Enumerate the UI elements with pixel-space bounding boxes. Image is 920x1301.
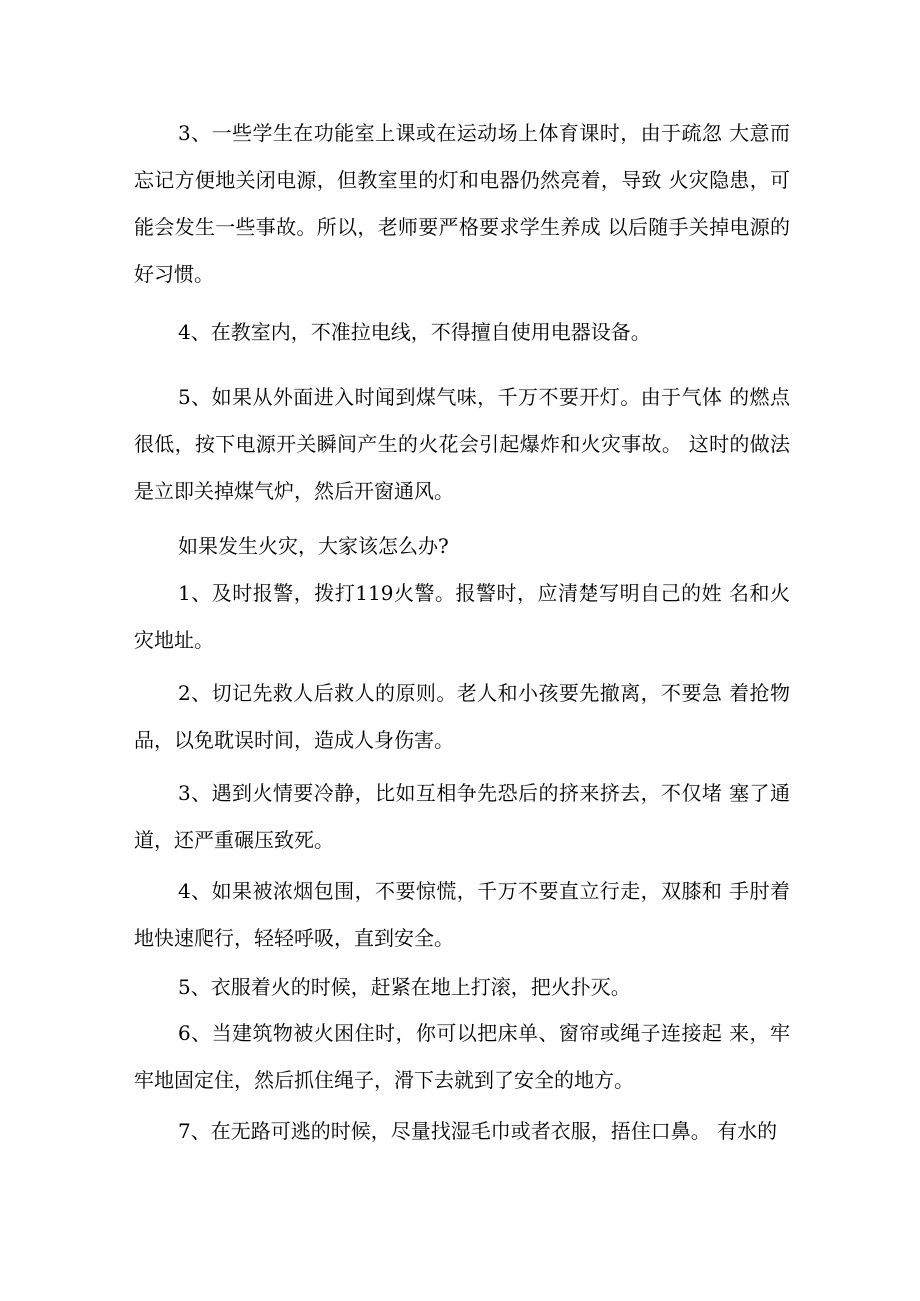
paragraph-2: 4、在教室内，不准拉电线，不得擅自使用电器设备。 <box>178 320 651 344</box>
paragraph-3: 5、如果从外面进入时闻到煤气味，千万不要开灯。由于气体 的燃点很低，按下电源开关瞬间产生的火花会引起爆炸和火灾事故。 这时的做法是立即关掉煤气炉，然后开窗通风。 <box>134 385 790 503</box>
paragraph-6: 2、切记先救人后救人的原则。老人和小孩要先撤离，不要急 着抢物品，以免耽误时间，造成人身伤害。 <box>134 681 790 752</box>
paragraph-5: 1、及时报警，拨打119火警。报警时，应清楚写明自己的姓 名和火灾地址。 <box>134 581 790 652</box>
paragraph-8: 4、如果被浓烟包围，不要惊慌，千万不要直立行走，双膝和 手肘着地快速爬行，轻轻呼吸，直到安全。 <box>134 879 790 950</box>
paragraph-4: 如果发生火灾，大家该怎么办? <box>178 534 449 558</box>
paragraph-7: 3、遇到火情要冷静，比如互相争先恐后的挤来挤去，不仅堵 塞了通道，还严重碾压致死。 <box>134 781 790 852</box>
paragraph-11: 7、在无路可逃的时候，尽量找湿毛巾或者衣服，捂住口鼻。 有水的 <box>178 1119 778 1143</box>
paragraph-10: 6、当建筑物被火困住时，你可以把床单、窗帘或绳子连接起 来，牢牢地固定住，然后抓住绳子，滑下去就到了安全的地方。 <box>134 1021 790 1092</box>
paragraph-9: 5、衣服着火的时候，赶紧在地上打滚，把火扑灭。 <box>178 975 631 999</box>
paragraph-1: 3、一些学生在功能室上课或在运动场上体育课时，由于疏忽 大意而忘记方便地关闭电源，但教室里的灯和电器仍然亮着，导致 火灾隐患，可能会发生一些事故。所以，老师要严格要求学生养成 以后随手关掉电源的好习惯。 <box>134 121 790 286</box>
